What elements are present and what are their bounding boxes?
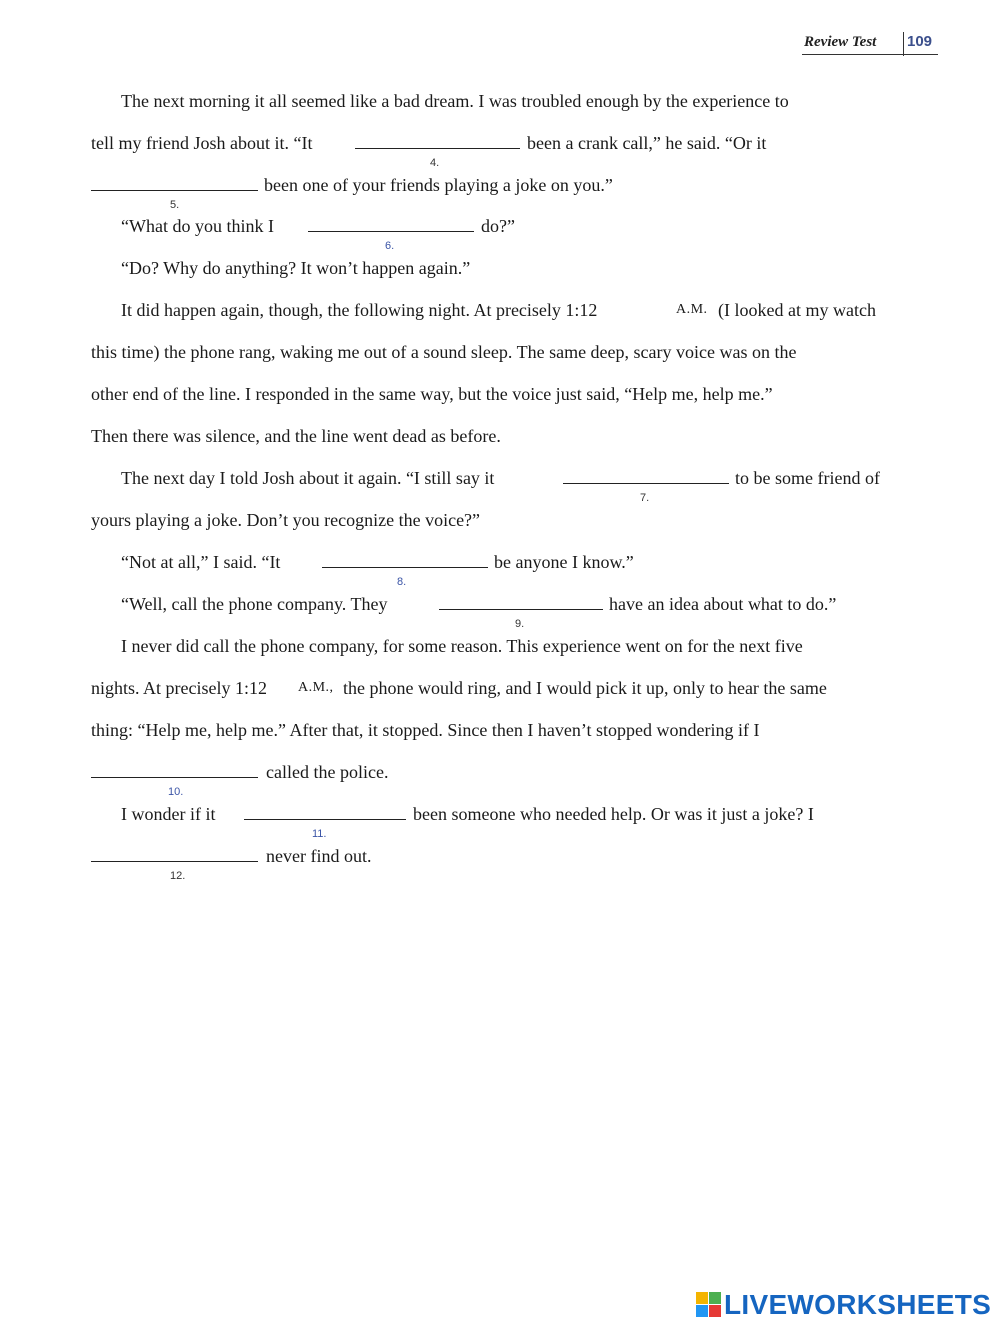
blank-number: 12. <box>170 870 186 882</box>
text-line <box>0 422 1000 450</box>
text-line <box>0 338 1000 366</box>
text-line <box>0 212 1000 252</box>
text-segment: “Do? Why do anything? It won’t happen again.” <box>121 258 471 278</box>
text-line <box>0 464 1000 504</box>
text-line <box>0 716 1000 744</box>
text-segment: (I looked at my watch <box>718 300 876 320</box>
text-line <box>0 590 1000 630</box>
text-line <box>0 632 1000 660</box>
blank-number: 10. <box>168 786 184 798</box>
header-rule <box>802 54 938 55</box>
text-segment: other end of the line. I responded in the same way, but the voice just said, “Help me, help me.” <box>91 384 773 404</box>
text-segment: been a crank call,” he said. “Or it <box>527 133 767 153</box>
text-segment: “Not at all,” I said. “It <box>121 552 281 572</box>
blank-number: 7. <box>640 492 650 504</box>
text-segment: yours playing a joke. Don’t you recognize the voice?” <box>91 510 481 530</box>
answer-blank-8[interactable] <box>322 567 488 568</box>
text-line <box>0 758 1000 798</box>
text-segment: be anyone I know.” <box>494 552 634 572</box>
answer-blank-5[interactable] <box>91 190 258 191</box>
text-segment: tell my friend Josh about it. “It <box>91 133 313 153</box>
text-segment: been someone who needed help. Or was it just a joke? I <box>413 804 814 824</box>
text-line <box>0 296 1000 324</box>
text-segment: I wonder if it <box>121 804 216 824</box>
text-line <box>0 129 1000 169</box>
text-segment: the phone would ring, and I would pick it up, only to hear the same <box>343 678 827 698</box>
text-segment: been one of your friends playing a joke on you.” <box>264 175 613 195</box>
text-line <box>0 380 1000 408</box>
text-segment: thing: “Help me, help me.” After that, it stopped. Since then I haven’t stopped wondering if I <box>91 720 760 740</box>
answer-blank-7[interactable] <box>563 483 729 484</box>
header-title: Review Test <box>804 34 877 50</box>
text-segment: The next morning it all seemed like a bad dream. I was troubled enough by the experience to <box>121 91 789 111</box>
text-line <box>0 506 1000 534</box>
liveworksheets-logo <box>696 1289 996 1319</box>
text-segment: I never did call the phone company, for some reason. This experience went on for the next five <box>121 636 803 656</box>
text-line <box>0 800 1000 840</box>
blank-number: 8. <box>397 576 407 588</box>
blank-number: 5. <box>170 199 180 211</box>
answer-blank-6[interactable] <box>308 231 474 232</box>
text-line <box>0 254 1000 282</box>
text-segment: The next day I told Josh about it again. “I still say it <box>121 468 495 488</box>
text-segment: to be some friend of <box>735 468 880 488</box>
answer-blank-4[interactable] <box>355 148 520 149</box>
text-segment: “What do you think I <box>121 216 274 236</box>
text-segment: A.M. <box>676 302 708 317</box>
text-segment: never find out. <box>266 846 372 866</box>
blank-number: 4. <box>430 157 440 169</box>
text-segment: “Well, call the phone company. They <box>121 594 388 614</box>
text-segment: this time) the phone rang, waking me out of a sound sleep. The same deep, scary voice was on the <box>91 342 797 362</box>
text-line <box>0 87 1000 115</box>
answer-blank-11[interactable] <box>244 819 406 820</box>
text-segment: called the police. <box>266 762 389 782</box>
text-segment: Then there was silence, and the line went dead as before. <box>91 426 501 446</box>
header-separator <box>903 32 904 56</box>
text-segment: A.M., <box>298 680 334 695</box>
logo-icon <box>696 1292 722 1318</box>
logo-text: LIVEWORKSHEETS <box>724 1289 992 1320</box>
page-header <box>800 32 940 58</box>
answer-blank-10[interactable] <box>91 777 258 778</box>
blank-number: 11. <box>312 828 327 840</box>
text-segment: nights. At precisely 1:12 <box>91 678 267 698</box>
text-line <box>0 171 1000 211</box>
blank-number: 6. <box>385 240 395 252</box>
text-line <box>0 842 1000 882</box>
page-number: 109 <box>907 33 933 50</box>
text-segment: do?” <box>481 216 515 236</box>
answer-blank-9[interactable] <box>439 609 603 610</box>
text-line <box>0 674 1000 702</box>
text-segment: It did happen again, though, the following night. At precisely 1:12 <box>121 300 598 320</box>
text-line <box>0 548 1000 588</box>
blank-number: 9. <box>515 618 525 630</box>
text-segment: have an idea about what to do.” <box>609 594 837 614</box>
answer-blank-12[interactable] <box>91 861 258 862</box>
